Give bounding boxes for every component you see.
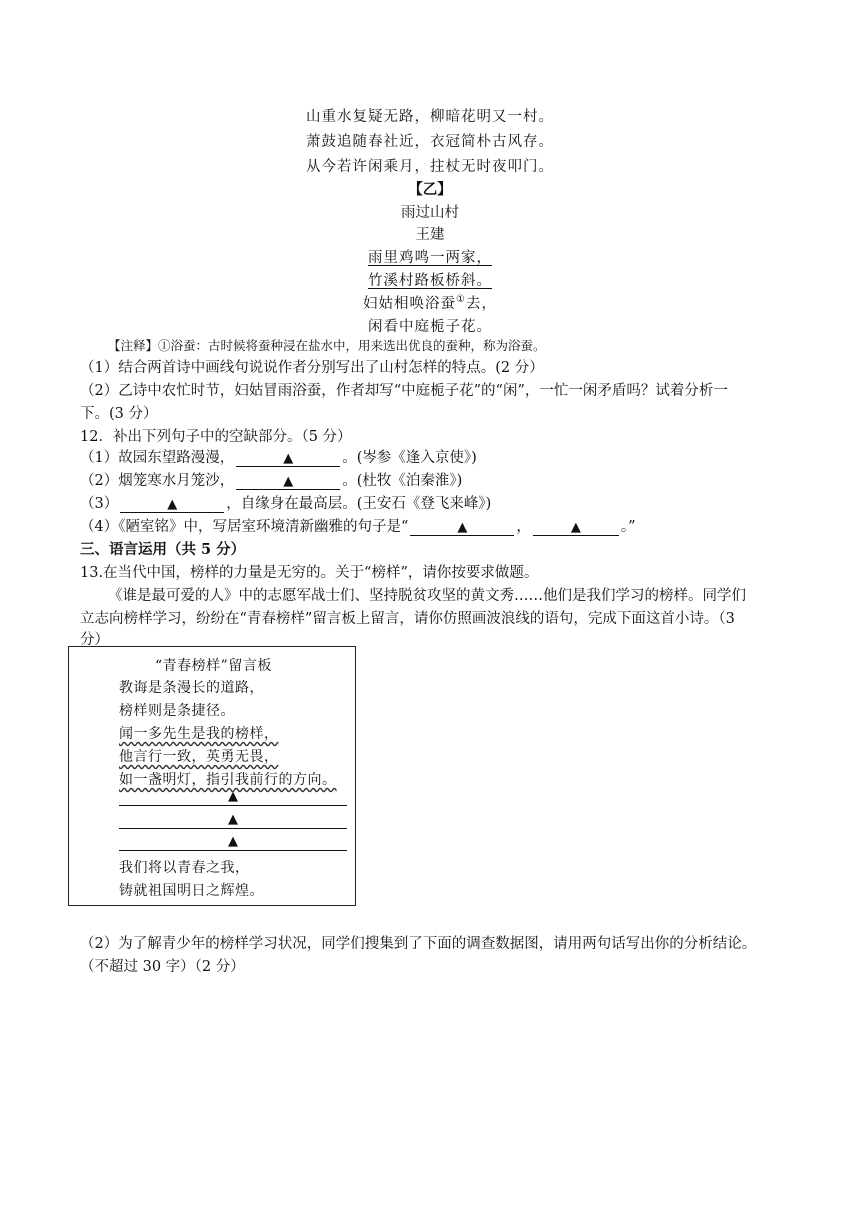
q13-intro-b: 立志向榜样学习，纷纷在“青春榜样”留言板上留言，请你仿照画波浪线的语句，完成下面这首小诗。（3 xyxy=(80,611,735,627)
q12-4-suffix: 。” xyxy=(620,519,636,535)
triangle-icon: ▲ xyxy=(283,474,294,489)
q12-1-blank[interactable] xyxy=(236,450,340,467)
q12-item-4 xyxy=(80,515,780,536)
triangle-icon: ▲ xyxy=(167,497,178,512)
board-title: “青春榜样”留言板 xyxy=(155,658,272,674)
board-blank-2[interactable] xyxy=(119,810,347,829)
poem-yi-author: 王建 xyxy=(415,227,445,243)
footnote-mark: ① xyxy=(456,294,466,306)
poem-jia-line-2: 萧鼓追随春社近，衣冠简朴古风存。 xyxy=(306,134,554,150)
q12-heading: 12．补出下列句子中的空缺部分。（5 分） xyxy=(80,429,352,445)
triangle-icon: ▲ xyxy=(570,520,581,535)
q12-2-suffix: 。(杜牧《泊秦淮》) xyxy=(342,473,463,489)
board-blank-3[interactable] xyxy=(119,832,347,851)
q12-item-1 xyxy=(80,446,780,467)
triangle-icon: ▲ xyxy=(457,520,468,535)
triangle-icon: ▲ xyxy=(283,451,294,466)
poem-jia-line-3: 从今若许闲乘月，拄杖无时夜叩门。 xyxy=(306,159,554,175)
triangle-icon: ▲ xyxy=(228,812,238,827)
board-wavy-line-3: 如一盏明灯，指引我前行的方向。 xyxy=(119,772,337,788)
q12-1-prefix: （1）故园东望路漫漫， xyxy=(80,450,235,466)
q13-heading: 13.在当代中国，榜样的力量是无穷的。关于“榜样”，请你按要求做题。 xyxy=(80,565,539,581)
q11-part-1: （1）结合两首诗中画线句说说作者分别写出了山村怎样的特点。(2 分） xyxy=(80,360,544,376)
poem-yi-line-1 xyxy=(0,246,860,267)
q13-part-2-b: （不超过 30 字）（2 分） xyxy=(80,959,245,975)
q12-4-blank-2[interactable] xyxy=(533,519,619,536)
q12-4-blank-1[interactable] xyxy=(410,519,514,536)
triangle-icon: ▲ xyxy=(228,789,238,804)
triangle-icon: ▲ xyxy=(228,834,238,849)
q11-part-2-b: 下。(3 分） xyxy=(80,406,158,422)
board-end-2: 铸就祖国明日之辉煌。 xyxy=(119,883,264,899)
poem-yi-line-2-text: 竹溪村路板桥斜。 xyxy=(368,273,492,289)
poem-yi-title: 雨过山村 xyxy=(401,205,459,221)
poem-yi-line-3-text: 妇姑相唤浴蚕 xyxy=(363,296,457,312)
section-3-heading: 三、语言运用（共 5 分） xyxy=(80,541,246,558)
q13-intro-a: 《谁是最可爱的人》中的志愿军战士们、坚持脱贫攻坚的黄文秀……他们是我们学习的榜样。同学们 xyxy=(108,588,746,604)
board-end-1: 我们将以青春之我， xyxy=(119,860,250,876)
message-board xyxy=(68,646,356,906)
q12-2-blank[interactable] xyxy=(236,473,340,490)
annotation-note: 【注释】①浴蚕：古时候将蚕种浸在盐水中，用来选出优良的蚕种，称为浴蚕。 xyxy=(108,338,546,353)
q12-3-suffix: ，自缘身在最高层。(王安石《登飞来峰》) xyxy=(226,496,492,512)
q13-intro-c: 分） xyxy=(80,632,109,648)
board-wavy-line-2: 他言行一致，英勇无畏， xyxy=(119,749,279,765)
q12-4-comma: ， xyxy=(516,519,531,535)
q13-part-2-a: （2）为了解青少年的榜样学习状况，同学们搜集到了下面的调查数据图，请用两句话写出你的分析结论。 xyxy=(80,936,757,952)
poem-jia-line-1: 山重水复疑无路，柳暗花明又一村。 xyxy=(306,109,554,125)
q12-3-blank[interactable] xyxy=(120,496,224,513)
q12-3-prefix: （3） xyxy=(80,496,119,512)
board-line-1: 教诲是条漫长的道路， xyxy=(119,680,264,696)
poem-yi-tag: 【乙】 xyxy=(408,182,452,198)
board-blank-1[interactable] xyxy=(119,787,347,806)
q12-item-2 xyxy=(80,469,780,490)
q12-4-prefix: （4）《陋室铭》中，写居室环境清新幽雅的句子是“ xyxy=(80,519,409,535)
board-wavy-line-1: 闻一多先生是我的榜样， xyxy=(119,726,279,742)
poem-yi-line-4: 闲看中庭栀子花。 xyxy=(368,319,492,335)
poem-yi-line-3-end: 去， xyxy=(465,296,497,312)
poem-yi-line-3 xyxy=(0,292,860,313)
q11-part-2-a: （2）乙诗中农忙时节，妇姑冒雨浴蚕，作者却写“中庭栀子花”的“闲”，一忙一闲矛盾吗？试着分析一 xyxy=(80,383,728,399)
q12-2-prefix: （2）烟笼寒水月笼沙， xyxy=(80,473,235,489)
q12-item-3 xyxy=(80,492,780,513)
poem-yi-line-1-text: 雨里鸡鸣一两家， xyxy=(368,250,492,266)
poem-yi-line-2 xyxy=(0,269,860,290)
board-line-2: 榜样则是条捷径。 xyxy=(119,703,235,719)
q12-1-suffix: 。(岑参《逢入京使》) xyxy=(342,450,477,466)
